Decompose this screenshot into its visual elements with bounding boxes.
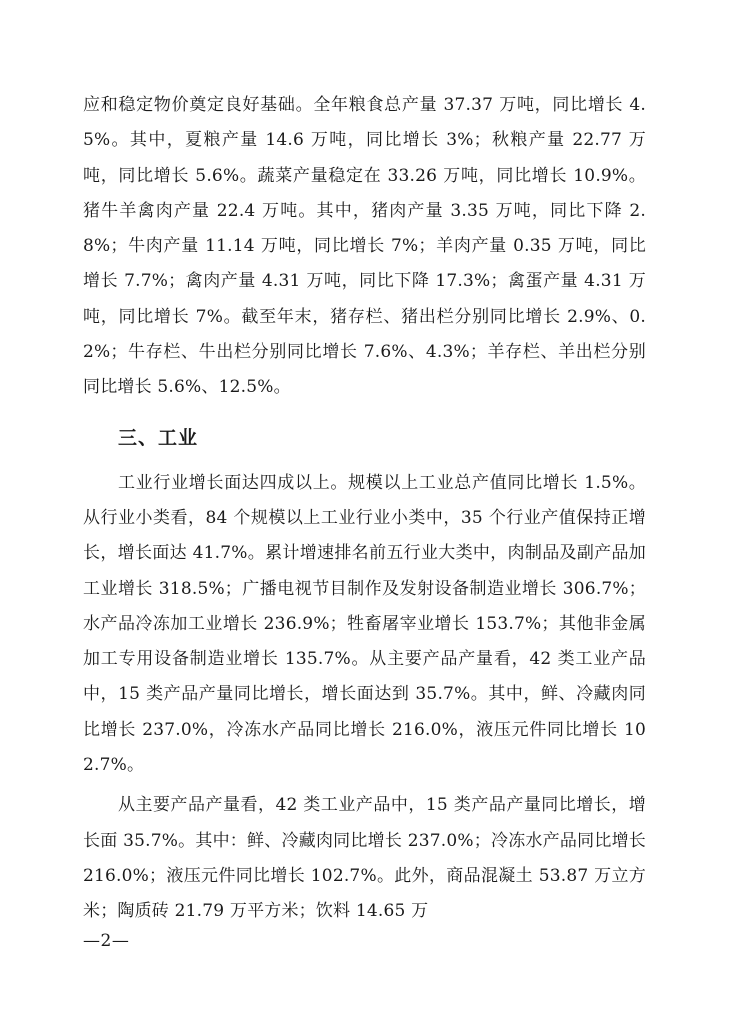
paragraph-agriculture-continuation: 应和稳定物价奠定良好基础。全年粮食总产量 37.37 万吨，同比增长 4.5%。其中，夏粮产量 14.6 万吨，同比增长 3%；秋粮产量 22.77 万吨，同比增长 5.6%。蔬菜产量稳定在 33.26 万吨，同比增长 10.9%。猪牛羊禽肉产量 22.4 万吨。其中，猪肉产量 3.35 万吨，同比下降 2.8%；牛肉产量 11.14 万吨，同比增长 7%；羊肉产量 0.35 万吨，同比增长 7.7%；禽肉产量 4.31 万吨，同比下降 17.3%；禽蛋产量 4.31 万吨，同比增长 7%。截至年末，猪存栏、猪出栏分别同比增长 2.9%、0.2%；牛存栏、牛出栏分别同比增长 7.6%、4.3%；羊存栏、羊出栏分别同比增长 5.6%、12.5%。 (83, 95, 646, 398)
document-page (83, 88, 646, 930)
page-number: —2— (83, 931, 130, 951)
section-heading-industry: 三、工业 (118, 426, 199, 449)
paragraph-industry-growth: 工业行业增长面达四成以上。规模以上工业总产值同比增长 1.5%。从行业小类看，84 个规模以上工业行业小类中，35 个行业产值保持正增长，增长面达 41.7%。累计增速排名前五行业大类中，肉制品及副产品加工业增长 318.5%；广播电视节目制作及发射设备制造业增长 306.7%；水产品冷冻加工业增长 236.9%；牲畜屠宰业增长 153.7%；其他非金属加工专用设备制造业增长 135.7%。从主要产品产量看，42 类工业产品中，15 类产品产量同比增长，增长面达到 35.7%。其中，鲜、冷藏肉同比增长 237.0%，冷冻水产品同比增长 216.0%，液压元件同比增长 102.7%。 (83, 472, 646, 776)
paragraph-product-output: 从主要产品产量看，42 类工业产品中，15 类产品产量同比增长，增长面 35.7%。其中：鲜、冷藏肉同比增长 237.0%；冷冻水产品同比增长 216.0%；液压元件同比增长 102.7%。此外，商品混凝土 53.87 万立方米；陶质砖 21.79 万平方米；饮料 14.65 万 (83, 795, 646, 922)
